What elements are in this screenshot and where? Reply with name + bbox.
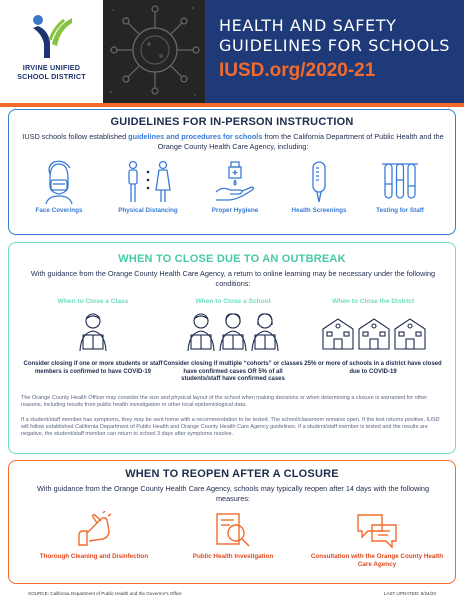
close-district-description: 25% or more of schools in a district have closed due to COVID-19 — [304, 361, 442, 375]
page-footer — [0, 588, 464, 600]
close-school-description: Consider closing if multiple “cohorts” or classes have confirmed cases OR 5% of all students/staff have confirmed cases — [163, 361, 303, 383]
item-label: Physical Distancing — [118, 207, 178, 214]
close-school-heading: When to Close a School — [195, 298, 271, 305]
close-class-description: Consider closing if one or more students or staff members is confirmed to have COVID-19 — [23, 361, 163, 375]
consultation-item — [309, 511, 445, 569]
chat-bubbles-icon — [356, 511, 398, 549]
investigation-item — [179, 511, 287, 561]
logo-line-1: IRVINE UNIFIED — [22, 63, 81, 72]
proper-hygiene-item — [205, 160, 265, 214]
distancing-icon — [123, 160, 173, 204]
face-coverings-item — [29, 160, 89, 214]
intro-text-end: from the California Department of Public Health and the Orange County Health Care Agency, including: — [157, 132, 444, 151]
in-person-instruction-section — [8, 109, 456, 235]
reopen-section — [8, 460, 456, 584]
section-title: WHEN TO CLOSE DUE TO AN OUTBREAK — [118, 253, 346, 265]
item-label: Health Screenings — [291, 207, 347, 214]
title-line-1: HEALTH AND SAFETY — [219, 16, 397, 35]
title-line-2: GUIDELINES FOR SCHOOLS — [219, 36, 451, 55]
face-mask-icon — [42, 160, 76, 204]
testing-staff-item — [365, 160, 435, 214]
iusd-logo-icon — [30, 14, 74, 60]
logo-line-2: SCHOOL DISTRICT — [17, 72, 86, 81]
item-label: Face Coverings — [35, 207, 83, 214]
cleaning-item — [29, 511, 159, 561]
student-icon — [77, 311, 109, 353]
close-class-heading: When to Close a Class — [57, 298, 129, 305]
section-title: GUIDELINES FOR IN-PERSON INSTRUCTION — [110, 116, 354, 128]
close-district-heading: When to Close the District — [331, 298, 415, 305]
health-officer-paragraph: The Orange County Health Officer may consider the size and physical layout of the school when making decisions or when determining a closure is warranted for other reasons, including results from public health investigation or other local epidemiological data. — [21, 395, 428, 409]
item-label: Testing for Staff — [376, 207, 424, 214]
section-intro — [19, 132, 447, 152]
test-tubes-icon — [380, 160, 420, 204]
hand-sanitizer-icon — [214, 160, 256, 204]
item-label: Thorough Cleaning and Disinfection — [39, 553, 149, 560]
guidelines-link[interactable]: guidelines and procedures for schools — [128, 132, 263, 141]
source-note: SOURCE: California Department of Public Health and the Governor's Office — [28, 591, 182, 596]
intro-text: IUSD schools follow established — [22, 132, 129, 141]
section-intro: With guidance from the Orange County Health Care Agency, a return to online learning may be necessary under the following conditions: — [30, 269, 436, 288]
health-screenings-item — [281, 160, 357, 214]
virus-graphic — [103, 0, 205, 103]
item-label: Proper Hygiene — [211, 207, 259, 214]
students-group-icon — [185, 311, 281, 353]
section-intro: With guidance from the Orange County Health Care Agency, schools may typically reopen after 14 days with the following measures: — [36, 484, 430, 503]
last-updated: LAST UPDATED: 8/24/20 — [383, 591, 436, 596]
school-buildings-icon — [321, 315, 429, 351]
item-label: Public Health Investigation — [192, 553, 274, 560]
district-logo — [0, 0, 103, 103]
thermometer-icon — [304, 160, 334, 204]
website-link[interactable]: IUSD.org/2020-21 — [219, 60, 376, 81]
outbreak-closure-section — [8, 242, 456, 454]
cleaning-cloth-icon — [75, 511, 113, 549]
coronavirus-icon — [103, 0, 205, 103]
header-divider — [0, 103, 464, 107]
section-title: WHEN TO REOPEN AFTER A CLOSURE — [125, 468, 339, 480]
symptoms-paragraph: If a student/staff member has symptoms, they may be sent home with a recommendation to be tested. The school/classroom remains open. If the test returns positive, IUSD will follow established California Department of Public Health and Orange County Health Care Agency guidelines. If a student/staff member is tested and the results are negative, the student/staff member can return to school 3 days after symptoms resolve. — [21, 417, 440, 438]
magnifier-icon — [214, 511, 252, 549]
page-header — [0, 0, 464, 103]
title-banner — [205, 0, 464, 103]
physical-distancing-item — [113, 160, 183, 214]
item-label: Consultation with the Orange County Health Care Agency — [310, 553, 444, 568]
